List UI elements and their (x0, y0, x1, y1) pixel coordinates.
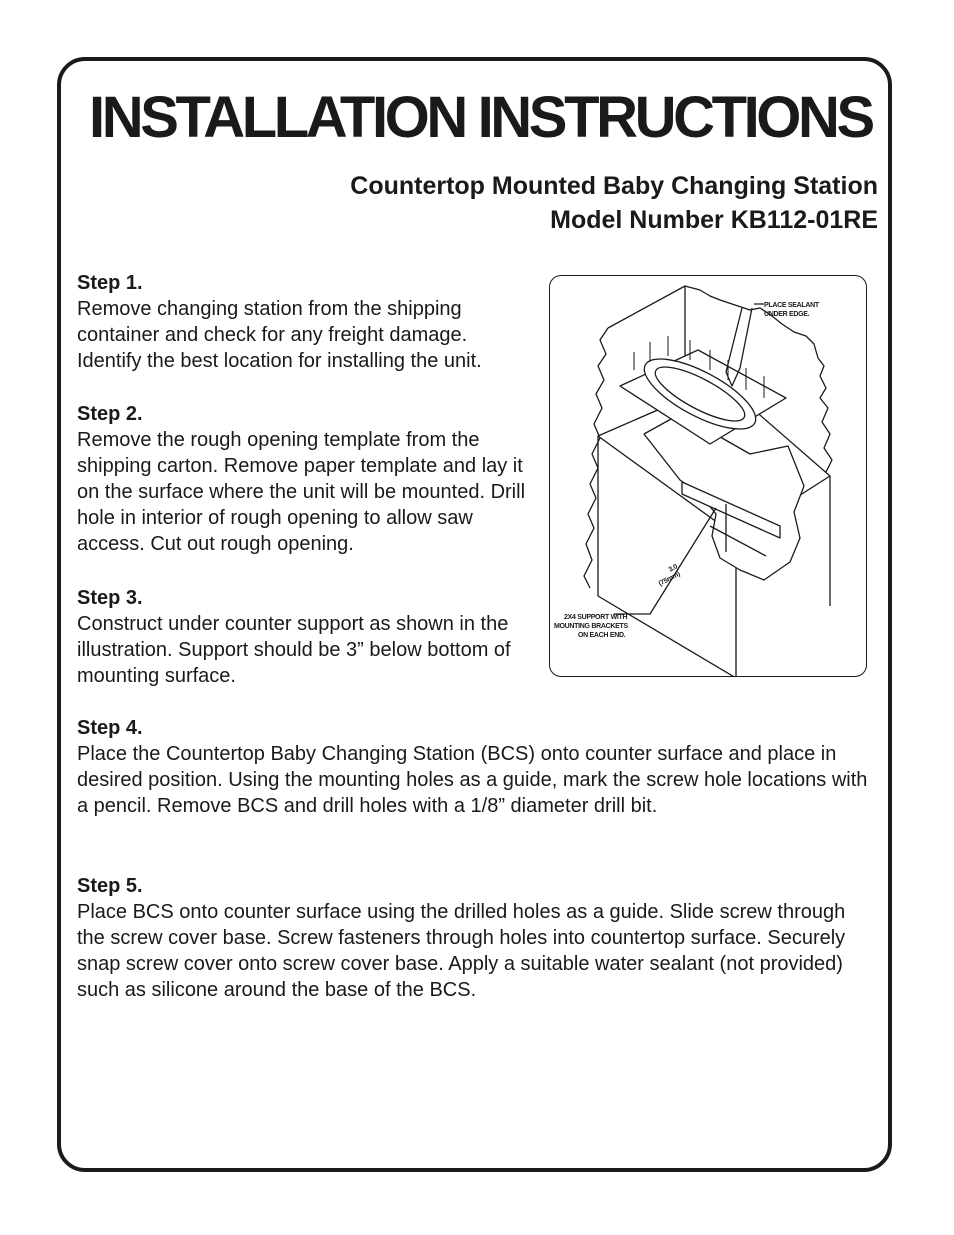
step-4 (77, 715, 877, 819)
step-text: Remove the rough opening template from the shipping carton. Remove paper template and lay it on the surface where the unit will be mounted. Drill hole in interior of rough opening to allow saw access. Cut out rough opening. (77, 429, 526, 555)
callout-support-line2: MOUNTING BRACKETS (554, 623, 628, 630)
support-leader (614, 508, 716, 614)
wall-left-edge (584, 328, 608, 588)
step-label: Step 1. (77, 272, 143, 294)
model-number: Model Number KB112-01RE (550, 206, 878, 234)
product-name: Countertop Mounted Baby Changing Station (350, 172, 878, 200)
step-label: Step 3. (77, 587, 143, 609)
dimension-metric: (75mm) (657, 570, 682, 588)
callout-support-line1: 2X4 SUPPORT WITH (564, 614, 628, 621)
step-1 (77, 270, 537, 374)
step-text: Place BCS onto counter surface using the drilled holes as a guide. Slide screw through the screw cover base. Screw fasteners through holes into countertop surface. Securely snap screw cover onto screw cover base. Apply a suitable water sealant (not provided) such as silicone around the base of the BCS. (77, 901, 846, 1001)
callout-sealant-line2: UNDER EDGE. (764, 311, 810, 318)
installation-illustration (549, 275, 867, 677)
page-title: INSTALLATION INSTRUCTIONS (89, 85, 872, 150)
step-label: Step 2. (77, 403, 143, 425)
step-3 (77, 585, 537, 689)
step-2 (77, 401, 537, 557)
callout-support-line3: ON EACH END. (578, 632, 626, 639)
step-text: Remove changing station from the shipping container and check for any freight damage. Identify the best location for installing the unit. (77, 298, 482, 372)
callout-sealant-line1: PLACE SEALANT (764, 302, 819, 309)
step-text: Place the Countertop Baby Changing Station (BCS) onto counter surface and place in desired position. Using the mounting holes as a guide, mark the screw hole locations with a pencil. Remove BCS and drill holes with a 1/8” diameter drill bit. (77, 743, 868, 817)
step-5 (77, 873, 877, 1003)
step-label: Step 4. (77, 717, 143, 739)
step-label: Step 5. (77, 875, 143, 897)
countertop-diagram (550, 276, 867, 677)
dimension-value: 3.0 (667, 563, 679, 574)
product-subtitle (350, 169, 878, 237)
step-text: Construct under counter support as shown in the illustration. Support should be 3” below bottom of mounting surface. (77, 613, 511, 687)
